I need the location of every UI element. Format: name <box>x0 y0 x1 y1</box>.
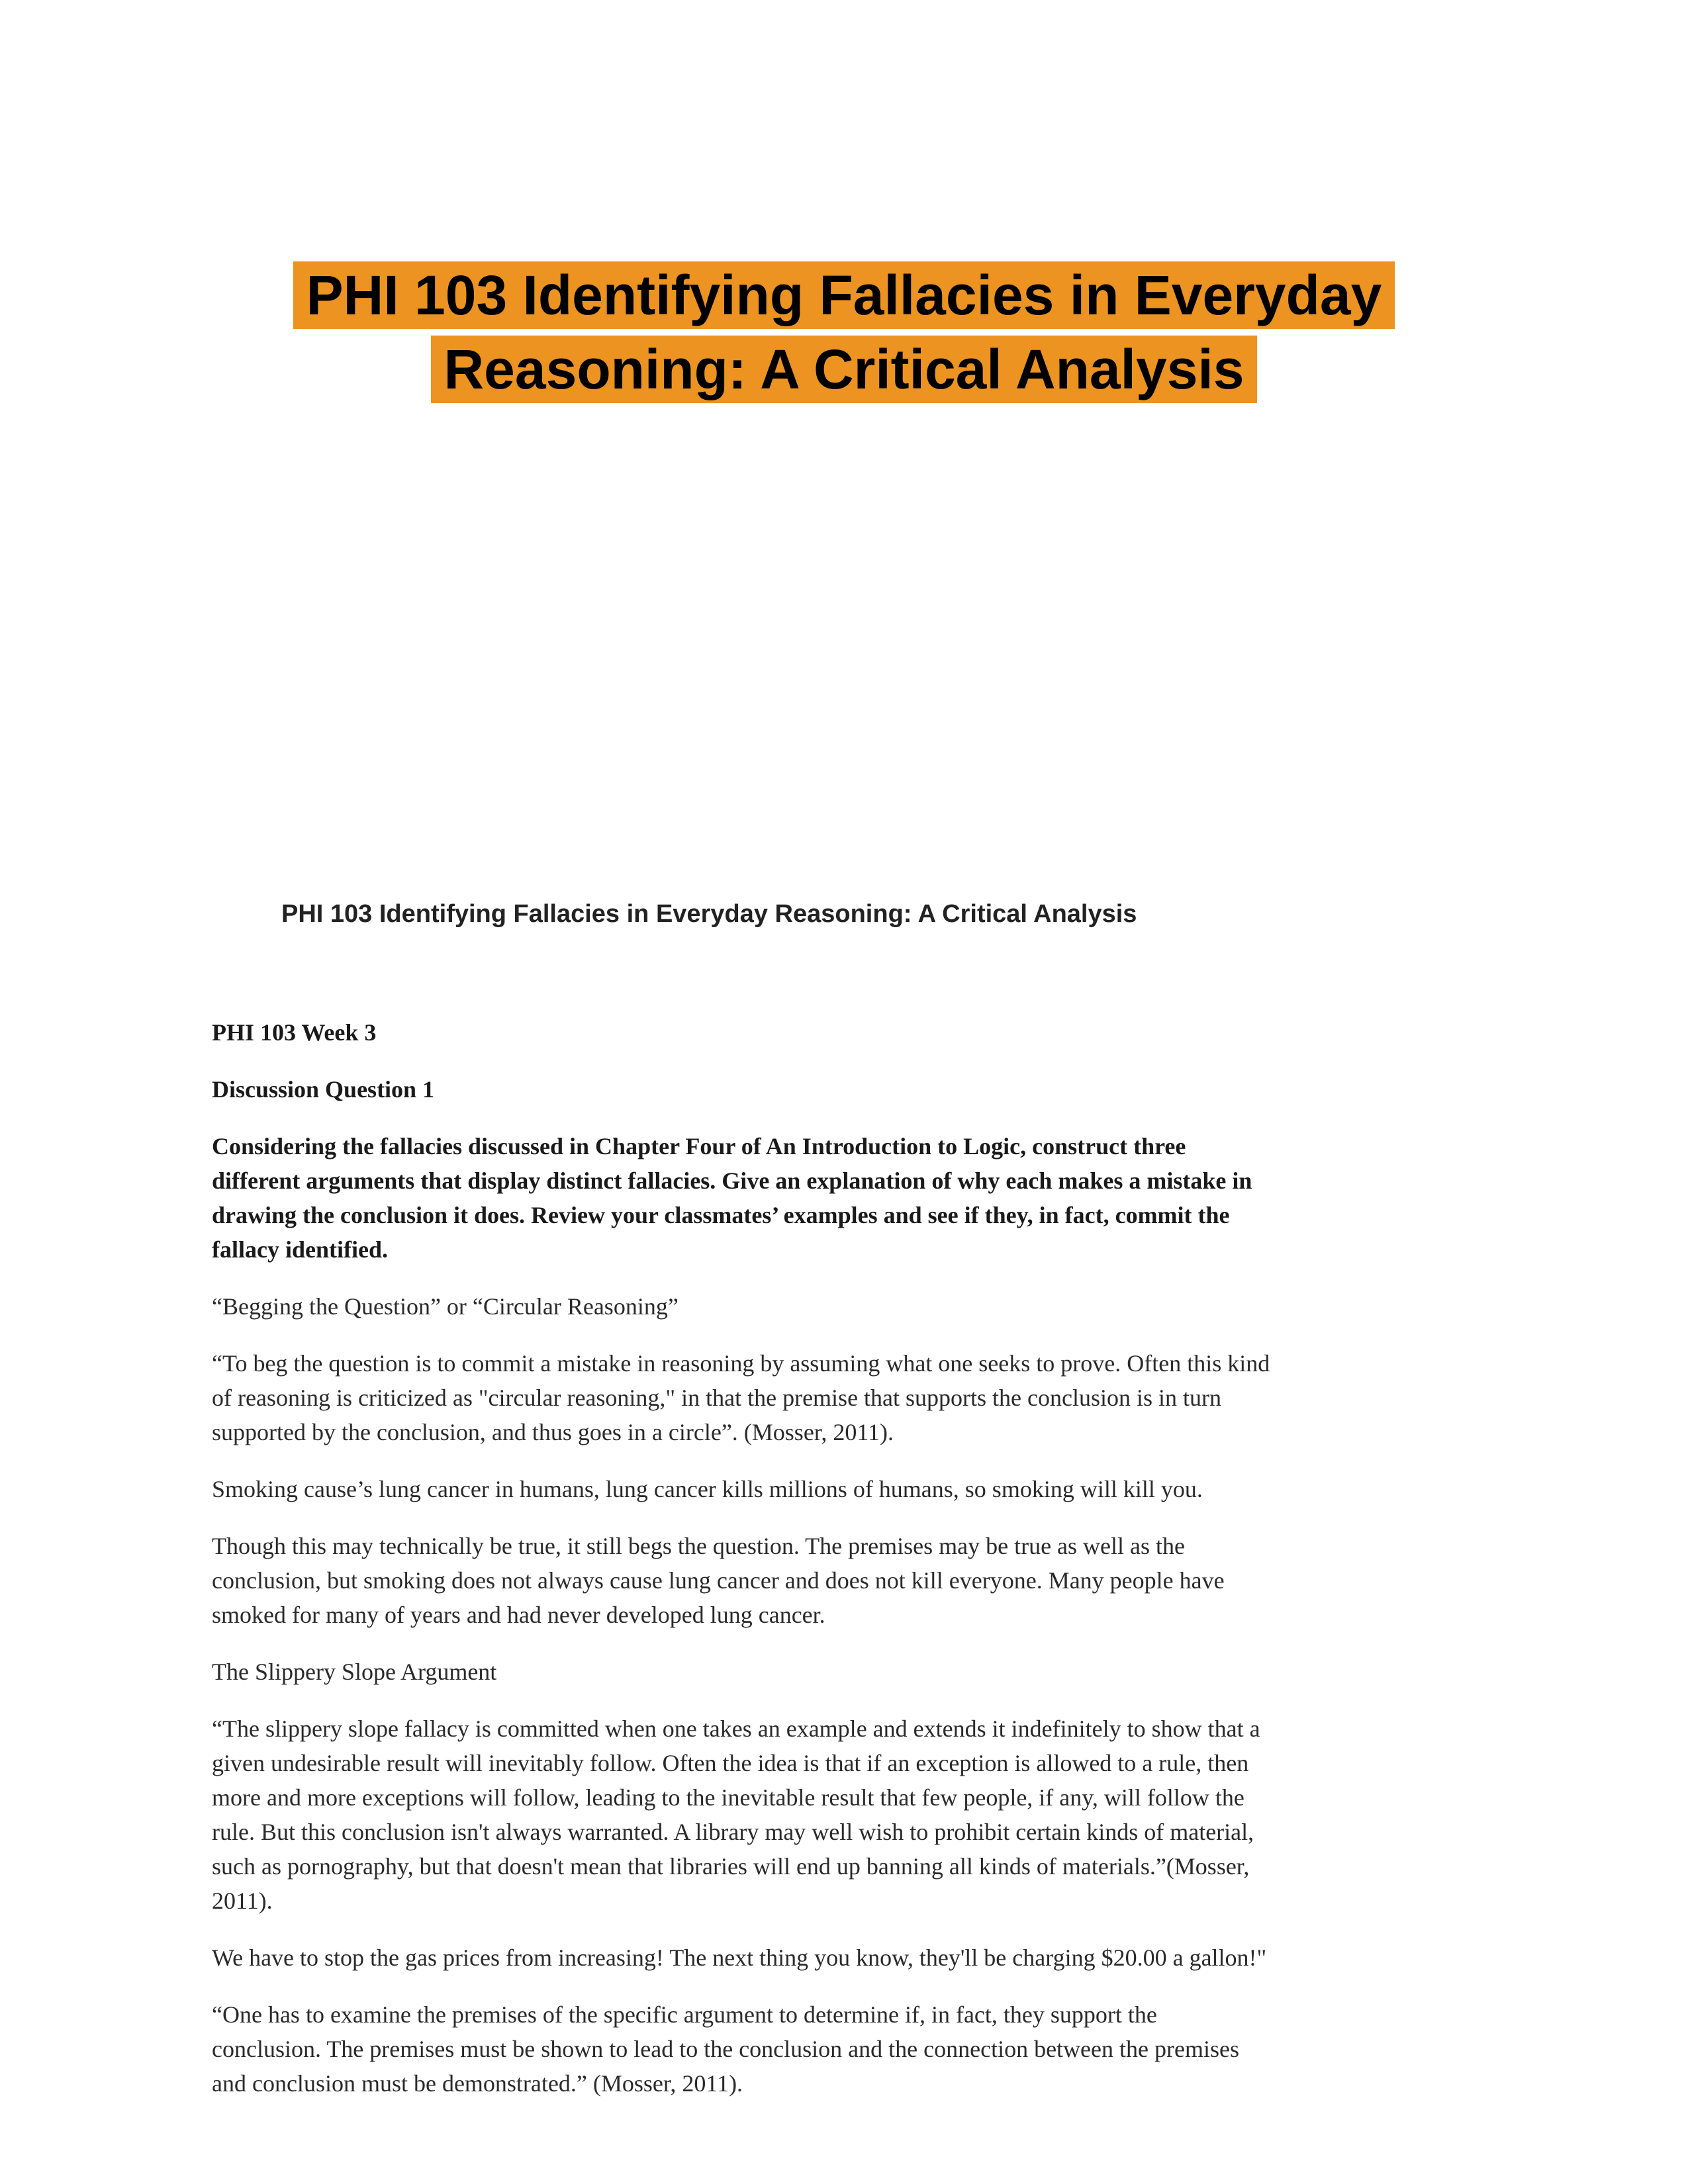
paragraph: “One has to examine the premises of the specific argument to determine if, in fact, they support the conclusion. The premises must be shown to lead to the conclusion and the connection between the premises and conclusion must be demonstrated.” (Mosser, 2011). <box>212 2001 1239 2097</box>
week-heading: PHI 103 Week 3 <box>212 1019 377 1046</box>
paragraph: “The slippery slope fallacy is committed when one takes an example and extends it indefinitely to show that a given undesirable result will inevitably follow. Often the idea is that if an exception is allowed to a rule, then more and more exceptions will follow, leading to the inevitable result that few people, if any, will follow the rule. But this conclusion isn't always warranted. A library may well wish to prohibit certain kinds of material, such as pornography, but that doesn't mean that libraries will end up banning all kinds of materials.”(Mosser, 2011). <box>212 1715 1260 1914</box>
banner-line-1: PHI 103 Identifying Fallacies in Everyday <box>0 258 1688 332</box>
question-prompt: Considering the fallacies discussed in Chapter Four of An Introduction to Logic, construct three different arguments that display distinct fallacies. Give an explanation of why each makes a mistake in drawing the conclusion it does. Review your classmates’ examples and see if they, in fact, commit the fallacy identified. <box>212 1133 1252 1263</box>
paragraph: The Slippery Slope Argument <box>212 1659 497 1685</box>
paragraph: We have to stop the gas prices from increasing! The next thing you know, they'll be charging $20.00 a gallon!" <box>212 1944 1267 1971</box>
paragraph: “To beg the question is to commit a mistake in reasoning by assuming what one seeks to prove. Often this kind of reasoning is criticized as "circular reasoning," in that the premise that supports the conclusion is in turn supported by the conclusion, and thus goes in a circle”. (Mosser, 2011). <box>212 1350 1270 1445</box>
document-title: PHI 103 Identifying Fallacies in Everyday Reasoning: A Critical Analysis <box>281 900 1137 928</box>
paragraph: Smoking cause’s lung cancer in humans, lung cancer kills millions of humans, so smoking will kill you. <box>212 1476 1203 1502</box>
banner-line-2: Reasoning: A Critical Analysis <box>0 332 1688 406</box>
document-page-image <box>192 874 1278 2184</box>
banner-title <box>0 258 1688 406</box>
paragraph: Though this may technically be true, it still begs the question. The premises may be true as well as the conclusion, but smoking does not always cause lung cancer and does not kill everyone. Many people have smoked for many of years and had never developed lung cancer. <box>212 1533 1225 1628</box>
paragraph: “Begging the Question” or “Circular Reasoning” <box>212 1293 679 1320</box>
question-label: Discussion Question 1 <box>212 1076 435 1103</box>
document-body <box>212 1015 1271 2123</box>
